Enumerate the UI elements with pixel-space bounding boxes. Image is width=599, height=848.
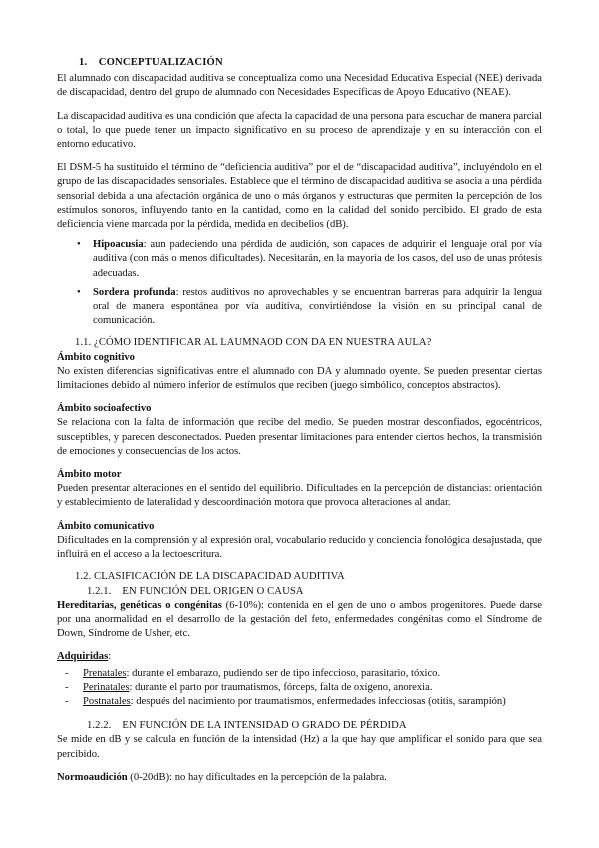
paragraph-motor: Pueden presentar alteraciones en el sentido del equilibrio. Dificultades en la percepción de distancias: orientación y establecimiento de lateralidad y descoordinación motora que provoca alteraciones al andar. bbox=[57, 483, 542, 509]
list-item: • Sordera profunda: restos auditivos no aprovechables y se encuentran barreras para adquirir la lengua oral de manera espontánea por vía auditiva, convirtiéndose la visión en su principal canal de comunicación. bbox=[77, 286, 542, 327]
subheading-socioafectivo: Ámbito socioafectivo bbox=[57, 403, 152, 415]
paragraph-socioafectivo: Se relaciona con la falta de información que recibe del medio. Se pueden mostrar desconfiados, egocéntricos, susceptibles, y parecen desconectados. Pueden presentar limitaciones para entender ciertos hechos, la transmisión de emociones y consecuencias de los actos. bbox=[57, 417, 542, 457]
paragraph-comunicativo: Dificultades en la comprensión y al expresión oral, vocabulario reducido y conciencia fonológica desajustada, que influirá en el acceso a la lectoescritura. bbox=[57, 534, 542, 561]
section-heading-clasificacion: 1.2. CLASIFICACIÓN DE LA DISCAPACIDAD AUDITIVA bbox=[75, 571, 345, 583]
paragraph-definition: La discapacidad auditiva es una condición que afecta la capacidad de una persona para escuchar de manera parcial o total, lo que puede tener un impacto significativo en su proceso de aprendizaje y en su interacción con el entorno educativo. bbox=[57, 110, 542, 151]
subheading-comunicativo: Ámbito comunicativo bbox=[57, 520, 155, 532]
bullet-list-types bbox=[57, 238, 542, 328]
paragraph-intro: El alumnado con discapacidad auditiva se conceptualiza como una Necesidad Educativa Especial (NEE) derivada de discapacidad, dentro del grupo de alumnado con Necesidades Específicas de Apoyo Educativo (NEAE). bbox=[57, 73, 542, 99]
bullet-icon: • bbox=[77, 286, 81, 298]
subsection-heading-intensidad: 1.2.2. EN FUNCIÓN DE LA INTENSIDAD O GRADO DE PÉRDIDA bbox=[87, 720, 407, 732]
paragraph-normoaudicion: Normoaudición (0-20dB): no hay dificultades en la percepción de la palabra. bbox=[57, 771, 387, 783]
paragraph-dsm5: El DSM-5 ha sustituido el término de “deficiencia auditiva” por el de “discapacidad auditiva”, incluyéndolo en el grupo de las discapacidades sensoriales. Establece que el término de discapacidad auditiva se asocia a una pérdida sensorial debida a una afectación orgánica de uno o más órganos y estructuras que permiten la percepción de los estímulos sonoros, influyendo tanto en la cantidad, como en la calidad del sonido percibido. El grado de esta deficiencia viene marcada por la pérdida, medida en decibelios (dB). bbox=[57, 162, 542, 231]
paragraph-cognitivo: No existen diferencias significativas entre el alumnado con DA y alumnado oyente. Se pueden presentar ciertas limitaciones debido al número inferior de estímulos que reciben (juego simbólico, conceptos abstractos). bbox=[57, 365, 542, 392]
label-adquiridas: Adquiridas: bbox=[57, 651, 112, 663]
section-heading-conceptualizacion: 1. CONCEPTUALIZACIÓN bbox=[79, 57, 223, 68]
list-item: - Perinatales: durante el parto por traumatismos, fórceps, falta de oxígeno, anorexia. bbox=[65, 681, 433, 693]
subheading-motor: Ámbito motor bbox=[57, 469, 122, 481]
dash-list-adquiridas bbox=[57, 667, 542, 710]
paragraph-hereditarias: Hereditarias, genéticas o congénitas (6-10%): contenida en el gen de uno o ambos progenitores. Puede darse por una anormalidad en el desarrollo de la gestación del feto, enfermedades congénitas como el Síndrome de Down, Síndrome de Usher, etc. bbox=[57, 599, 542, 640]
list-item: - Postnatales: después del nacimiento por traumatismos, enfermedades infecciosas (otitis, sarampión) bbox=[65, 695, 506, 707]
paragraph-intensidad: Se mide en dB y se calcula en función de la intensidad (Hz) a la que hay que amplificar el sonido para que sea percibido. bbox=[57, 734, 542, 760]
subsection-heading-origen: 1.2.1. EN FUNCIÓN DEL ORIGEN O CAUSA bbox=[87, 585, 304, 597]
list-item: - Prenatales: durante el embarazo, pudiendo ser de tipo infeccioso, parasitario, tóxico. bbox=[65, 667, 441, 679]
section-heading-identificar: 1.1. ¿CÓMO IDENTIFICAR AL LAUMNAOD CON DA EN NUESTRA AULA? bbox=[75, 337, 432, 349]
subheading-cognitivo: Ámbito cognitivo bbox=[57, 351, 135, 363]
document-page bbox=[57, 56, 542, 785]
list-item: • Hipoacusia: aun padeciendo una pérdida de audición, son capaces de adquirir el lenguaje oral por vía auditiva (con más o menos dificultades). Necesitarán, en la mayoría de los casos, del uso de unas prótesis adecuadas. bbox=[77, 239, 542, 279]
bullet-icon: • bbox=[77, 239, 81, 251]
